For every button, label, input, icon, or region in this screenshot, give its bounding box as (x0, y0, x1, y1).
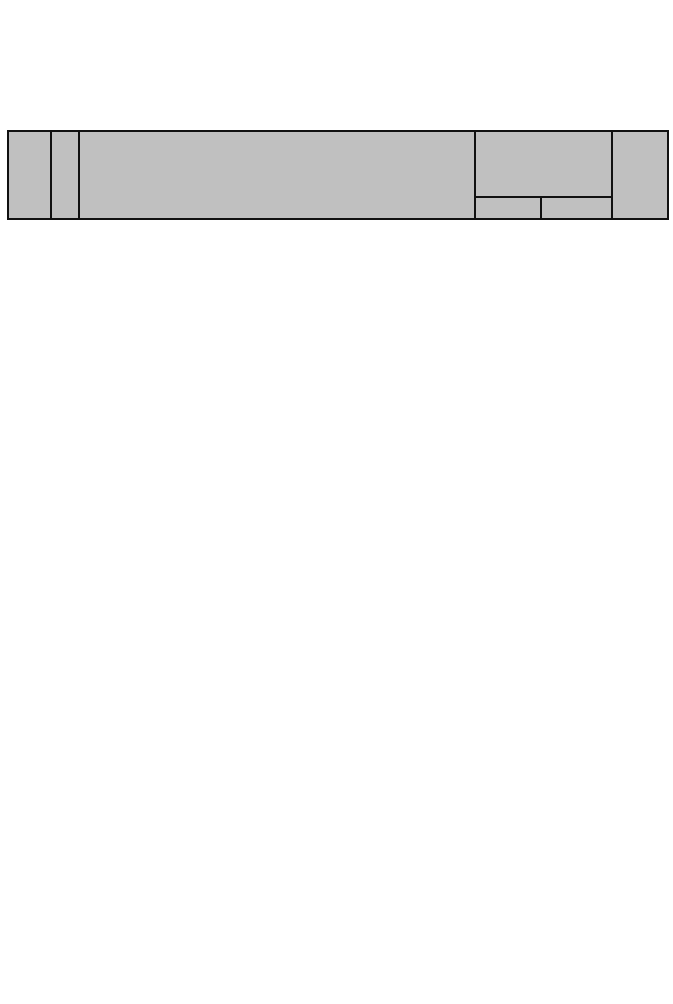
header-entscheidung (612, 131, 668, 219)
header-lfd-nr (8, 131, 51, 219)
table-header (8, 131, 668, 219)
header-katalog (79, 131, 475, 219)
header-nr (51, 131, 79, 219)
header-nka (541, 197, 612, 219)
header-durchfuehrung (475, 131, 612, 197)
task-catalog-table (7, 130, 669, 220)
header-hb (475, 197, 541, 219)
